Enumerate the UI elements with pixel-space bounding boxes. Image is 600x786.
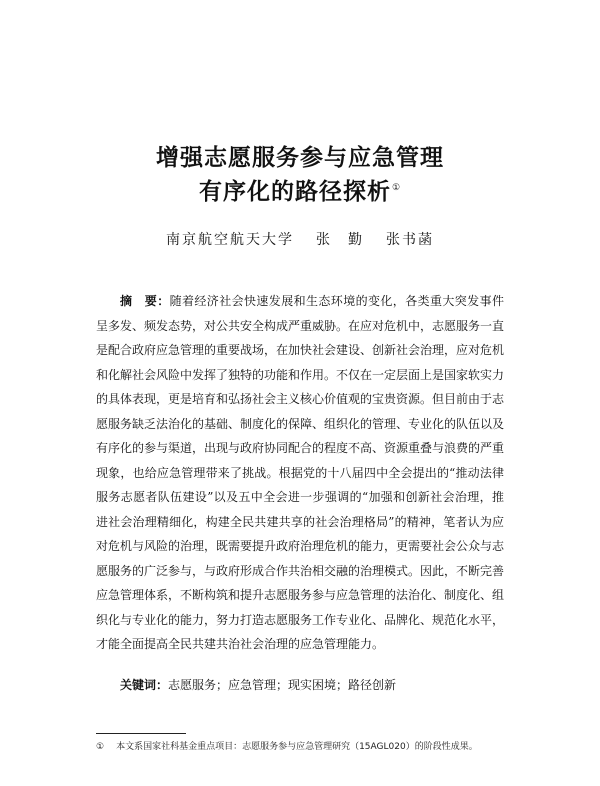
keywords [120, 675, 504, 695]
paper-title-line-1: 增强志愿服务参与应急管理 [156, 144, 444, 171]
keywords-label: 关键词： [120, 678, 169, 692]
paper-title-line-2-text: 有序化的路径探析 [198, 178, 391, 205]
author-name-2: 张书菡 [386, 232, 434, 248]
footnote-divider [96, 733, 186, 734]
keywords-text: 志愿服务；应急管理；现实困境；路径创新 [168, 678, 397, 692]
footnote [96, 740, 516, 754]
author-name-1: 张 勤 [316, 232, 364, 248]
paper-title-line-2 [0, 180, 600, 203]
abstract-label: 摘 要： [120, 294, 170, 308]
title-footnote-marker[interactable]: ① [391, 183, 402, 194]
footnote-text: 本文系国家社科基金重点项目：志愿服务参与应急管理研究（15AGL020）的阶段性成果。 [116, 742, 478, 752]
abstract-text: 随着经济社会快速发展和生态环境的变化，各类重大突发事件呈多发、频发态势，对公共安全构成严重威胁。在应对危机中，志愿服务一直是配合政府应急管理的重要战场，在加快社会建设、创新社会治理，应对危机和化解社会风险中发挥了独特的功能和作用。不仅在一定层面上是国家软实力的具体表现，更是培育和弘扬社会主义核心价值观的宝贵资源。但目前由于志愿服务缺乏法治化的基础、制度化的保障、组织化的管理、专业化的队伍以及有序化的参与渠道，出现与政府协同配合的程度不高、资源重叠与浪费的严重现象，也给应急管理带来了挑战。根据党的十八届四中全会提出的“推动法律服务志愿者队伍建设”以及五中全会进一步强调的“加强和创新社会治理，推进社会治理精细化，构建全民共建共享的社会治理格局”的精神，笔者认为应对危机与风险的治理，既需要提升政府治理危机的能力，更需要社会公众与志愿服务的广泛参与，与政府形成合作共治相交融的治理模式。因此，不断完善应急管理体系，不断构筑和提升志愿服务参与应急管理的法治化、制度化、组织化与专业化的能力，努力打造志愿服务工作专业化、品牌化、规范化水平，才能全面提高全民共建共治社会治理的应急管理能力。 [96, 294, 505, 651]
abstract [96, 289, 504, 657]
footnote-marker: ① [96, 742, 105, 752]
author-line [0, 233, 600, 247]
author-affiliation: 南京航空航天大学 [166, 232, 294, 248]
